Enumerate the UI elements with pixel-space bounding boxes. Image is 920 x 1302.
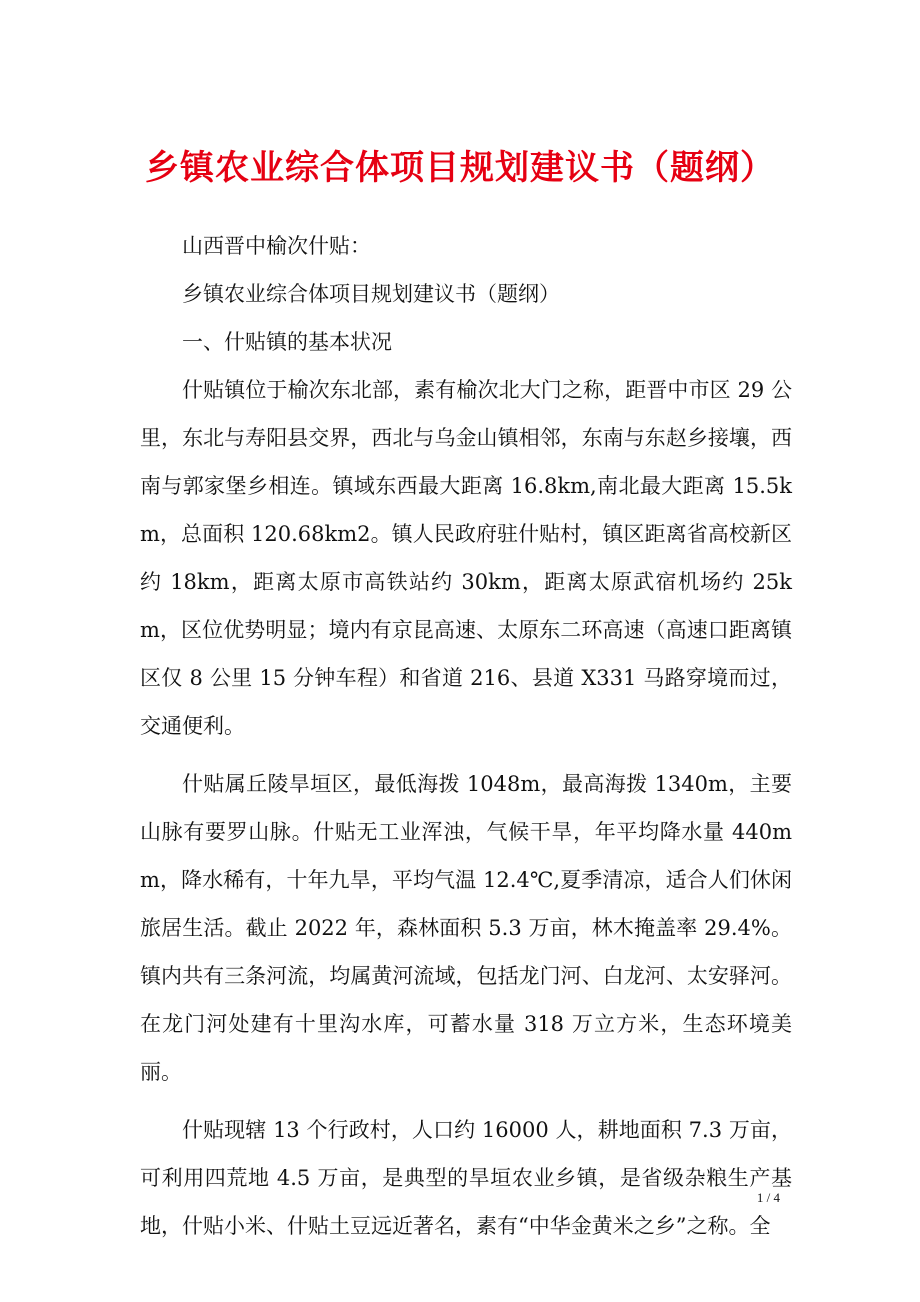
paragraph-salutation: 山西晋中榆次什贴： [182,234,371,258]
paragraph-climate: 什贴属丘陵旱垣区，最低海拨 1048m，最高海拨 1340m，主要山脉有要罗山脉。什贴无工业浑浊，气候干旱，年平均降水量 440mm，降水稀有，十年九旱，平均气温 12.4℃,夏季清凉，适合人们休闲旅居生活。截止 2022 年，森林面积 5.3 万亩，林木掩盖率 29.4%。镇内共有三条河流，均属黄河流域，包括龙门河、白龙河、太安驿河。在龙门河处建有十里沟水库，可蓄水量 318 万立方米，生态环境美丽。 [140,772,792,1084]
paragraph-population: 什贴现辖 13 个行政村，人口约 16000 人，耕地面积 7.3 万亩，可利用四荒地 4.5 万亩，是典型的旱垣农业乡镇，是省级杂粮生产基地，什贴小米、什贴土豆远近著名，素有“中华金黄米之乡”之称。全 [140,1118,792,1238]
section-heading: 一、什贴镇的基本状况 [182,330,392,354]
paragraph-subtitle: 乡镇农业综合体项目规划建议书（题纲） [182,282,560,306]
document-body [140,222,792,1250]
page-number: 1 / 4 [756,1190,780,1205]
paragraph-location: 什贴镇位于榆次东北部，素有榆次北大门之称，距晋中市区 29 公里，东北与寿阳县交界，西北与乌金山镇相邻，东南与东赵乡接壤，西南与郭家堡乡相连。镇域东西最大距离 16.8km,南北最大距离 15.5km，总面积 120.68km2。镇人民政府驻什贴村，镇区距离省高校新区约 18km，距离太原市高铁站约 30km，距离太原武宿机场约 25km，区位优势明显；境内有京昆高速、太原东二环高速（高速口距离镇区仅 8 公里 15 分钟车程）和省道 216、县道 X331 马路穿境而过，交通便利。 [140,378,792,738]
document-title: 乡镇农业综合体项目规划建议书（题纲） [145,148,775,188]
